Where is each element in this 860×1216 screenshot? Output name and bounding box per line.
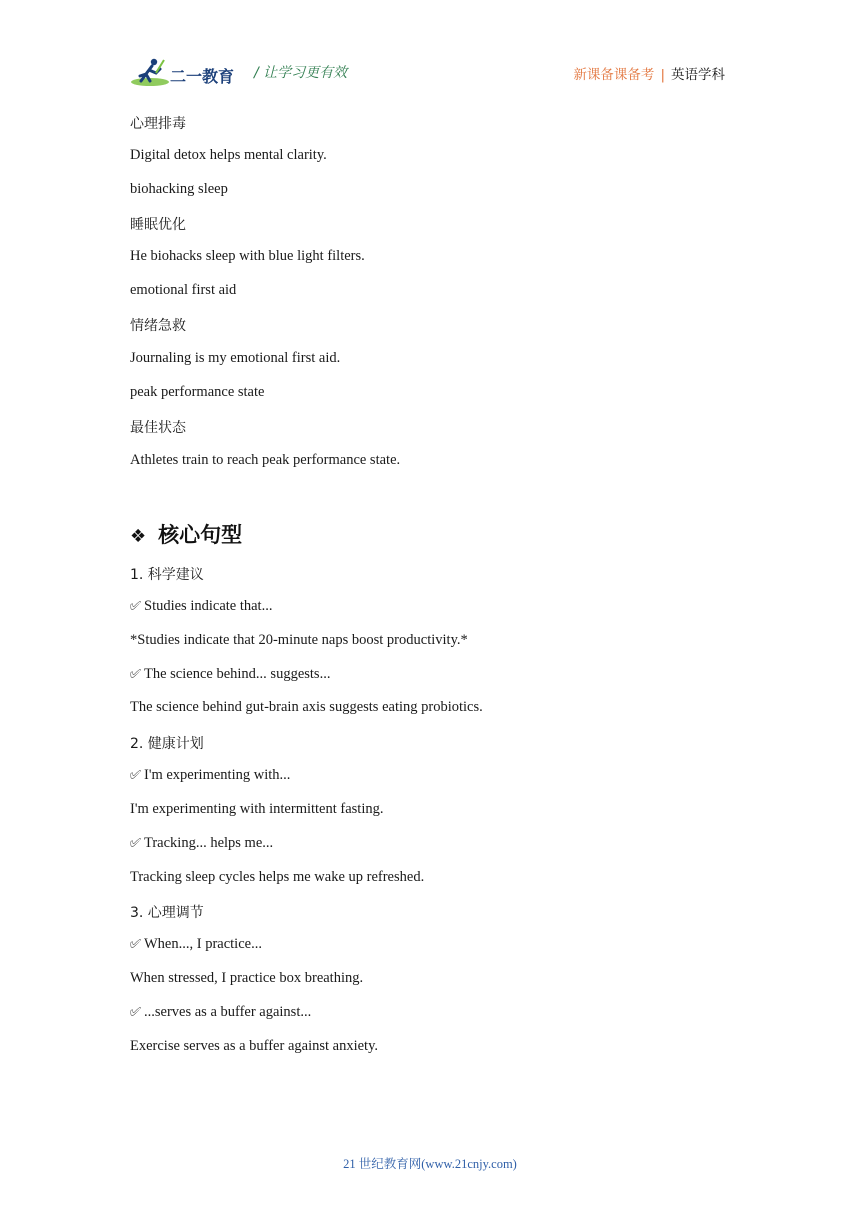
example-line: Tracking sleep cycles helps me wake up refreshed. — [130, 869, 425, 885]
header-subject-label: 英语学科 — [671, 67, 725, 83]
example-line: The science behind gut-brain axis suggests eating probiotics. — [130, 699, 483, 715]
vocab-line: emotional first aid — [130, 282, 237, 298]
page-header — [130, 56, 725, 88]
check-icon: ✅︎ — [130, 768, 141, 783]
vocab-line: Digital detox helps mental clarity. — [130, 147, 327, 163]
check-icon: ✅︎ — [130, 1005, 141, 1020]
header-separator: | — [660, 67, 665, 83]
vocab-line: 心理排毒 — [130, 116, 186, 132]
runner-logo-icon — [130, 56, 170, 88]
example-line: When stressed, I practice box breathing. — [130, 970, 364, 986]
pattern-text: The science behind... suggests... — [144, 666, 331, 682]
check-icon: ✅︎ — [130, 836, 141, 851]
vocab-line: 睡眠优化 — [130, 217, 186, 233]
pattern-item — [130, 598, 272, 615]
pattern-item — [130, 666, 330, 683]
pattern-text: When..., I practice... — [144, 936, 262, 952]
pattern-item — [130, 767, 290, 784]
pattern-text: ...serves as a buffer against... — [144, 1004, 312, 1020]
header-subject — [573, 63, 725, 83]
logo — [130, 56, 240, 88]
example-line: Exercise serves as a buffer against anxiety. — [130, 1038, 379, 1054]
pattern-heading: 3. 心理调节 — [130, 905, 204, 921]
pattern-heading: 1. 科学建议 — [130, 567, 204, 583]
pattern-item — [130, 1004, 311, 1021]
pattern-item — [130, 835, 273, 852]
pattern-heading: 2. 健康计划 — [130, 736, 204, 752]
section-heading — [130, 519, 242, 549]
pattern-text: I'm experimenting with... — [144, 767, 291, 783]
check-icon: ✅︎ — [130, 667, 141, 682]
header-course-label: 新课备课备考 — [573, 67, 655, 83]
vocab-line: He biohacks sleep with blue light filters. — [130, 248, 365, 264]
example-line: *Studies indicate that 20-minute naps boost productivity.* — [130, 632, 468, 648]
pattern-text: Tracking... helps me... — [144, 835, 274, 851]
page-footer: 21 世纪教育网(www.21cnjy.com) — [343, 1157, 517, 1171]
pattern-item — [130, 936, 262, 953]
example-line: I'm experimenting with intermittent fasting. — [130, 801, 384, 817]
section-title: 核心句型 — [158, 523, 243, 547]
slogan: / 让学习更有效 — [254, 65, 348, 81]
diamond-bullet-icon: ❖ — [130, 526, 147, 547]
vocab-line: Athletes train to reach peak performance state. — [130, 452, 401, 468]
check-icon: ✅︎ — [130, 599, 141, 614]
pattern-text: Studies indicate that... — [144, 598, 273, 614]
vocab-line: 最佳状态 — [130, 420, 186, 436]
logo-text: 二一教育 — [170, 67, 235, 86]
vocab-line: 情绪急救 — [130, 318, 186, 334]
check-icon: ✅︎ — [130, 937, 141, 952]
vocab-line: biohacking sleep — [130, 181, 228, 197]
vocab-line: Journaling is my emotional first aid. — [130, 350, 341, 366]
vocab-line: peak performance state — [130, 384, 265, 400]
